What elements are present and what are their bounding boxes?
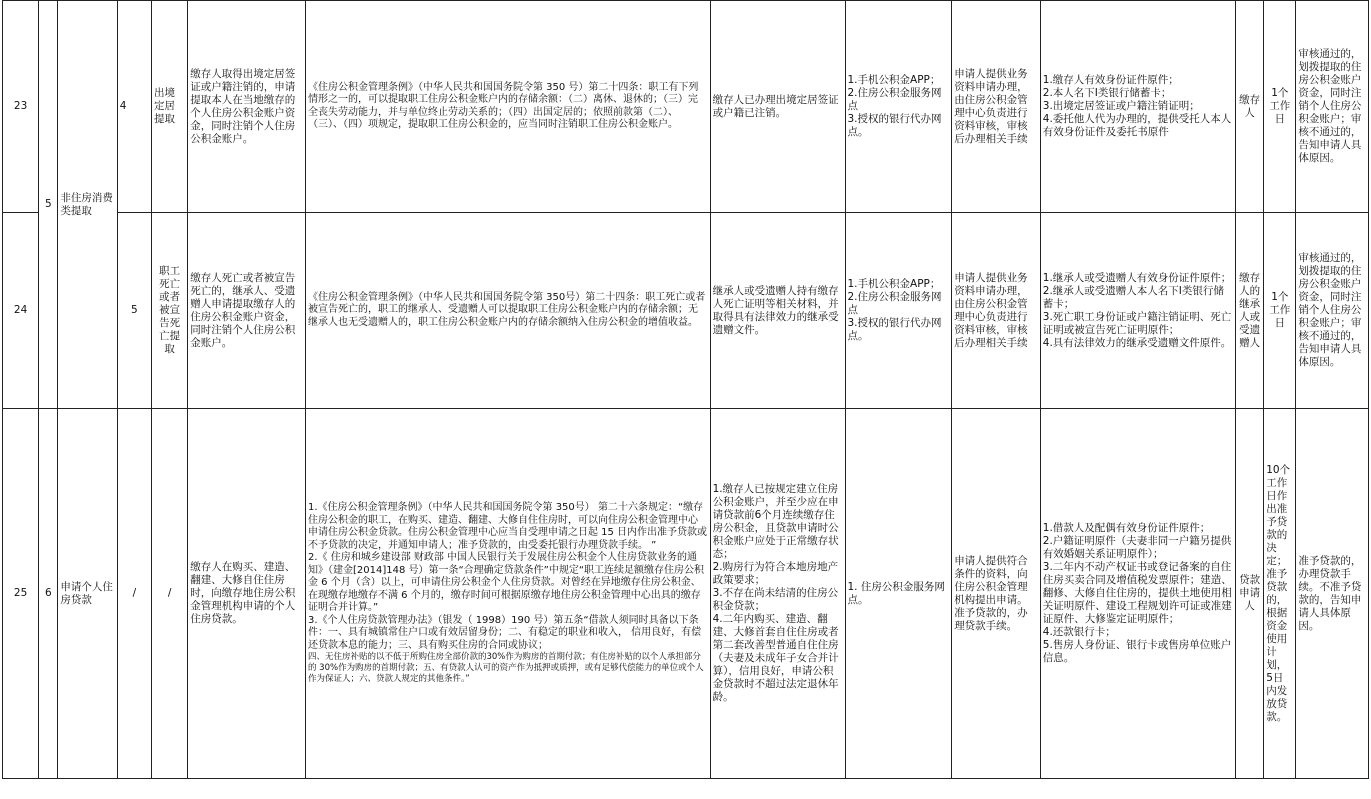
list-item: 4.具有法律效力的继承受遗赠文件原件。 xyxy=(1042,336,1232,349)
service-items-table xyxy=(2,0,1369,779)
list-item: 1.继承人或受遗赠人有效身份证件原件； xyxy=(1042,271,1232,284)
list-item: 1.缴存人已按规定建立住房公积金账户，并至少应在申请贷款前6个月连续缴存住房公积金，且贷款申请时公积金账户应处于正常缴存状态； xyxy=(712,483,839,560)
legal-basis-cell xyxy=(305,409,710,779)
list-item: 2.购房行为符合本地房地产政策要求； xyxy=(712,561,839,586)
sub-item-number: 4 xyxy=(117,1,151,213)
channels-cell xyxy=(845,409,952,779)
applicant-cell: 缴存人的继承人或受遗赠人 xyxy=(1236,213,1264,409)
category-number: 5 xyxy=(39,1,58,409)
table-row xyxy=(3,409,1369,779)
list-item: 1. 住房公积金服务网点。 xyxy=(847,580,945,606)
result-cell: 准予贷款的，办理贷款手续。不准予贷款的，告知申请人具体原因。 xyxy=(1296,409,1369,779)
list-item: 4.还款银行卡； xyxy=(1042,626,1116,638)
conditions-cell xyxy=(710,409,845,779)
list-item: 3.《个人住房贷款管理办法》（银发（ 1998）190 号）第五条“借款人须同时具备以下条件：一、具有城镇常住户口或有效居留身份；二、有稳定的职业和收入， 信用良好，有偿还贷款本息的能力；三、具有购买住房的合同或协议； xyxy=(307,614,702,651)
sub-item-name: 出境定居提取 xyxy=(151,1,187,213)
category-name: 非住房消费类提取 xyxy=(58,1,117,409)
scenario-cell: 缴存人在购买、建造、翻建、大修自住住房时，向缴存地住房公积金管理机构申请的个人住房贷款。 xyxy=(188,409,306,779)
sub-item-name: / xyxy=(151,409,187,779)
time-limit-cell: 1个工作日 xyxy=(1264,1,1296,213)
list-item: 2.继承人或受遗赠人本人名下I类银行储蓄卡； xyxy=(1042,284,1224,310)
time-limit-cell: 10个工作日作出准予贷款的决定；准予贷款的，根据资金使用计划，5日内发放贷款。 xyxy=(1264,409,1296,779)
list-item: 2.《 住房和城乡建设部 财政部 中国人民银行关于发展住房公积金个人住房贷款业务的通知》（建金[2014]148 号）第一条“合理确定贷款条件”中规定“职工连续足额缴存住房公积金 6 个月（含）以上，可申请住房公积金个人住房贷款。对曾经在异地缴存住房公积金、在现缴存地缴存不满 6 个月的，缴存时间可根据原缴存地住房公积金管理中心出具的缴存证明合并计算。” xyxy=(307,552,705,613)
result-cell: 审核通过的，划拨提取的住房公积金账户资金，同时注销个人住房公积金账户；审核不通过的，告知申请人具体原因。 xyxy=(1296,213,1369,409)
list-item: 1.《住房公积金管理条例》（中华人民共和国国务院令第 350号） 第二十六条规定：“缴存住房公积金的职工，在购买、建造、翻建、大修自住住房时，可以向住房公积金管理中心申请住房公积金贷款。住房公积金管理中心应当自受理申请之日起 15 日内作出准予贷款或不予贷款的决定，并通知申请人；准予贷款的，由受委托银行办理贷款手续。 ” xyxy=(307,502,708,551)
conditions-cell: 继承人或受遗赠人持有缴存人死亡证明等相关材料，并取得具有法律效力的继承受遗赠文件。 xyxy=(710,213,845,409)
legal-basis-cell: 《住房公积金管理条例》（中华人民共和国国务院令第 350号）第二十四条：职工死亡或者被宣告死亡的，职工的继承人、受遗赠人可以提取职工住房公积金账户内的存储余额；无继承人也无受遗赠人的，职工住房公积金账户内的存储余额纳入住房公积金的增值收益。 xyxy=(305,213,710,409)
list-item: 2.住房公积金服务网点 xyxy=(847,291,942,316)
list-item: 1.手机公积金APP； xyxy=(847,74,941,86)
materials-cell xyxy=(1040,1,1235,213)
scenario-cell: 缴存人取得出境定居签证或户籍注销的，申请提取本人在当地缴存的个人住房公积金账户资金，同时注销个人住房公积金账户。 xyxy=(188,1,306,213)
list-item: 2.住房公积金服务网点 xyxy=(847,87,942,112)
list-item: 1.缴存人有效身份证件原件； xyxy=(1042,74,1179,86)
row-number: 25 xyxy=(3,409,39,779)
list-item: 3.二年内不动产权证书或登记备案的自住住房买卖合同及增值税发票原件；建造、翻修、大修自住住房的，提供土地使用相关证明原件、建设工程规划许可证或准建证原件、大修鉴定证明原件； xyxy=(1042,561,1232,625)
sub-item-number: / xyxy=(117,409,151,779)
legal-basis-cell: 《住房公积金管理条例》（中华人民共和国国务院令第 350 号）第二十四条：职工有下列情形之一的，可以提取职工住房公积金账户内的存储余额：（二）离休、退休的；（三）完全丧失劳动能力，并与单位终止劳动关系的；（四）出国定居的；依照前款第（二）、（三）、（四）项规定，提取职工住房公积金的，应当同时注销职工住房公积金账户。 xyxy=(305,1,710,213)
conditions-cell: 缴存人已办理出境定居签证或户籍已注销。 xyxy=(710,1,845,213)
list-item: 2.本人名下I类银行储蓄卡； xyxy=(1042,87,1172,99)
list-item: 3.死亡职工身份证或户籍注销证明、死亡证明或被宣告死亡证明原件； xyxy=(1042,310,1232,336)
table-row xyxy=(3,1,1369,213)
materials-cell xyxy=(1040,213,1235,409)
list-item: 3.不存在尚未结清的住房公积金贷款； xyxy=(712,587,839,612)
category-number: 6 xyxy=(39,409,58,779)
time-limit-cell: 1个工作日 xyxy=(1264,213,1296,409)
category-name: 申请个人住房贷款 xyxy=(58,409,117,779)
applicant-cell: 贷款申请人 xyxy=(1236,409,1264,779)
row-number: 24 xyxy=(3,213,39,409)
process-cell: 申请人提供业务资料申请办理，由住房公积金管理中心负责进行资料审核，审核后办理相关手续 xyxy=(952,1,1041,213)
materials-cell xyxy=(1040,409,1235,779)
channels-cell xyxy=(845,1,952,213)
channels-cell xyxy=(845,213,952,409)
list-item: 3.出境定居签证或户籍注销证明； xyxy=(1042,100,1200,112)
list-item: 4.委托他人代为办理的，提供受托人本人有效身份证件及委托书原件 xyxy=(1042,113,1232,138)
sub-item-number: 5 xyxy=(117,213,151,409)
list-item: 3.授权的银行代办网点。 xyxy=(847,317,942,342)
list-item: 四、无住房补贴的以不低于所购住房全部价款的30%作为购房的首期付款；有住房补贴的以个人承担部分的 30%作为购房的首期付款；五、有贷款人认可的资产作为抵押或质押，或有足够代偿能力的单位或个人作为保证人；六、贷款人规定的其他条件。” xyxy=(307,652,704,684)
list-item: 1.借款人及配偶有效身份证件原件； xyxy=(1042,522,1211,534)
list-item: 3.授权的银行代办网点。 xyxy=(847,113,942,138)
process-cell: 申请人提供符合条件的资料，向住房公积金管理机构提出申请。准予贷款的，办理贷款手续。 xyxy=(952,409,1041,779)
table-row xyxy=(3,213,1369,409)
result-cell: 审核通过的，划拨提取的住房公积金账户资金，同时注销个人住房公积金账户；审核不通过的，告知申请人具体原因。 xyxy=(1296,1,1369,213)
list-item: 5.售房人身份证、银行卡或售房单位账户信息。 xyxy=(1042,639,1232,664)
list-item: 1.手机公积金APP； xyxy=(847,278,941,290)
sub-item-name: 职工死亡或者被宣告死亡提取 xyxy=(151,213,187,409)
process-cell: 申请人提供业务资料申请办理，由住房公积金管理中心负责进行资料审核，审核后办理相关手续 xyxy=(952,213,1041,409)
row-number: 23 xyxy=(3,1,39,213)
scenario-cell: 缴存人死亡或者被宣告死亡的，继承人、受遗赠人申请提取缴存人的住房公积金账户资金，同时注销个人住房公积金账户。 xyxy=(188,213,306,409)
list-item: 2.户籍证明原件（夫妻非同一户籍另提供有效婚姻关系证明原件）； xyxy=(1042,535,1232,560)
list-item: 4.二年内购买、建造、翻建、大修首套自住住房或者第二套改善型普通自住住房（夫妻及未成年子女合并计算），信用良好，申请公积金贷款时不超过法定退休年龄。 xyxy=(712,613,839,703)
applicant-cell: 缴存人 xyxy=(1236,1,1264,213)
